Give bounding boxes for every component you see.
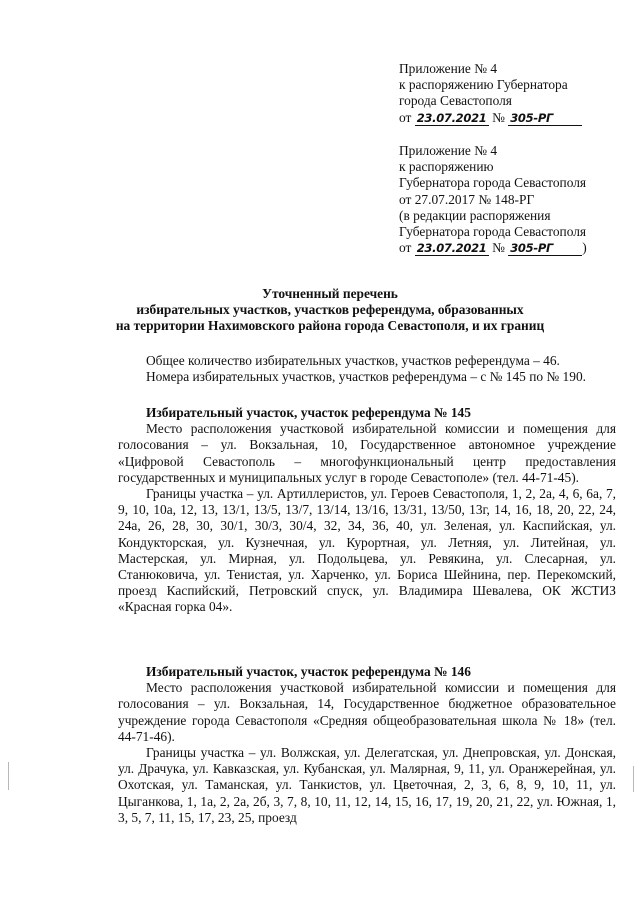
title-line1: Уточненный перечень xyxy=(262,286,398,301)
section-heading: Избирательный участок, участок референдума № 146 xyxy=(146,664,471,679)
appendix-current-line2: к распоряжению Губернатора xyxy=(399,77,568,93)
from-label: от xyxy=(399,240,412,256)
title-line3: на территории Нахимовского района города Севастополя, и их границ xyxy=(115,318,545,334)
section-borders: Границы участка – ул. Артиллеристов, ул. Героев Севастополя, 1, 2, 2а, 4, 6, 6а, 7, 9, 10, 10а, 12, 13, 13/1, 13/5, 13/7, 13/14, 13/16, 13/31, 13/50, 13г, 14, 16, 18, 20, 22, 24, 24а, 26, 28, 30, 30/1, 30/3, 30/4, 32, 34, 36, 40, ул. Зеленая, ул. Каспийская, ул. Кондукторская, ул. Кузнечная, ул. Курортная, ул. Летняя, ул. Литейная, ул. Мастерская, ул. Мирная, ул. Подольцева, ул. Ревякина, ул. Слесарная, ул. Станюковича, ул. Тенистая, ул. Харченко, ул. Бориса Шейнина, пер. Перекомский, проезд Каспийский, Петровский спуск, ул. Владимира Шевалева, ОК ЖСТИЗ «Красная горка 04». xyxy=(118,486,616,615)
intro-total-count: Общее количество избирательных участков, участков референдума – 46. xyxy=(146,353,560,368)
section-146 xyxy=(118,664,616,826)
scan-edge-left xyxy=(8,762,9,790)
handwritten-date: 23.07.2021 xyxy=(415,112,489,126)
appendix-original-date-line xyxy=(399,240,624,256)
appendix-original-line1: Приложение № 4 xyxy=(399,143,498,158)
handwritten-number: 305-РГ xyxy=(508,112,582,126)
appendix-original-line4: от 27.07.2017 № 148-РГ xyxy=(399,191,535,207)
closing-paren: ) xyxy=(582,240,587,256)
section-location: Место расположения участковой избирательной комиссии и помещения для голосования – ул. Вокзальная, 14, Государственное бюджетное образовательное учреждение города Севастополя «Средняя общеобразовательная школа № 18» (тел. 44-71-46). xyxy=(118,680,616,744)
section-heading: Избирательный участок, участок референдума № 145 xyxy=(146,405,471,420)
appendix-original-block xyxy=(399,143,624,256)
appendix-current-line1: Приложение № 4 xyxy=(399,61,498,76)
section-location: Место расположения участковой избирательной комиссии и помещения для голосования – ул. Вокзальная, 10, Государственное автономное учреждение «Цифровой Севастополь – многофункциональный центр предоставления государственных и муниципальных услуг в городе Севастополе» (тел. 44-71-45). xyxy=(118,421,616,485)
appendix-current-block xyxy=(399,61,624,126)
section-borders: Границы участка – ул. Волжская, ул. Делегатская, ул. Днепровская, ул. Донская, ул. Драчука, ул. Кавказская, ул. Кубанская, ул. Малярная, 9, 11, ул. Оранжерейная, ул. Охотская, ул. Таманская, ул. Танкистов, ул. Цветочная, 2, 3, 6, 8, 9, 10, 11, ул. Цыганкова, 1, 1а, 2, 2а, 2б, 3, 7, 8, 10, 11, 12, 14, 15, 16, 17, 19, 20, 21, 22, ул. Южная, 1, 3, 5, 7, 11, 15, 17, 23, 25, проезд xyxy=(118,745,616,825)
intro-block xyxy=(146,353,626,385)
title-line2: избирательных участков, участков референдума, образованных xyxy=(136,302,524,318)
appendix-original-line2: к распоряжению xyxy=(399,159,494,175)
appendix-original-line6: Губернатора города Севастополя xyxy=(399,224,587,240)
from-label: от xyxy=(399,109,412,125)
handwritten-date: 23.07.2021 xyxy=(415,242,489,256)
scan-edge-right xyxy=(633,766,634,792)
document-title xyxy=(40,286,620,335)
section-145 xyxy=(118,405,616,616)
appendix-original-line5: (в редакции распоряжения xyxy=(399,207,551,223)
number-label: № xyxy=(492,240,505,256)
appendix-current-line3: города Севастополя xyxy=(399,93,512,109)
number-label: № xyxy=(492,109,505,125)
appendix-original-line3: Губернатора города Севастополя xyxy=(399,175,587,191)
intro-number-range: Номера избирательных участков, участков референдума – с № 145 по № 190. xyxy=(146,369,586,385)
handwritten-number: 305-РГ xyxy=(508,242,582,256)
appendix-current-date-line xyxy=(399,110,624,126)
